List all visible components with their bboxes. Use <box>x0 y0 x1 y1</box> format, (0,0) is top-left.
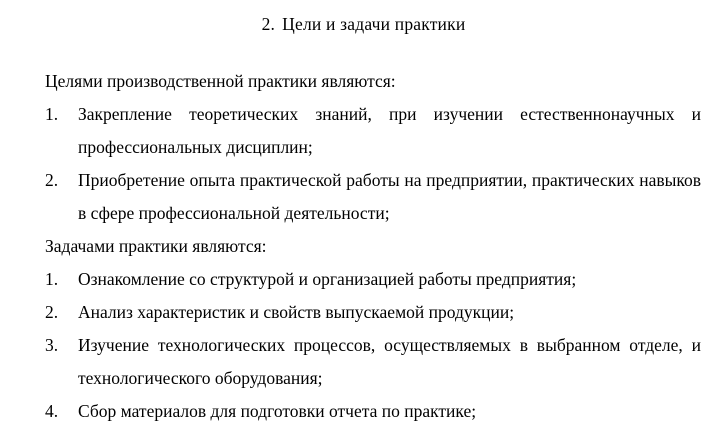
page-title <box>12 12 715 37</box>
list-item-text: Изучение технологических процессов, осуществляемых в выбранном отделе, и технологического оборудования; <box>78 334 701 388</box>
list-item-marker: 1. <box>45 103 59 124</box>
list-item <box>45 395 701 428</box>
list-item-marker: 3. <box>45 334 59 355</box>
goals-list <box>45 98 701 230</box>
list-item-marker: 4. <box>45 400 59 421</box>
list-item <box>45 164 701 230</box>
document-body <box>12 65 715 428</box>
list-item <box>45 263 701 296</box>
intro-goals-paragraph: Целями производственной практики являются: <box>45 70 396 91</box>
list-item-marker: 2. <box>45 301 59 322</box>
list-item-text: Ознакомление со структурой и организацией работы предприятия; <box>78 268 577 289</box>
list-item <box>45 329 701 395</box>
list-item-text: Сбор материалов для подготовки отчета по практике; <box>78 400 477 421</box>
tasks-list <box>45 263 701 428</box>
list-item-marker: 2. <box>45 169 59 190</box>
page-title-number: 2. <box>261 14 276 34</box>
intro-tasks-paragraph: Задачами практики являются: <box>45 235 267 256</box>
list-item-text: Закрепление теоретических знаний, при изучении естественнонаучных и профессиональных дисциплин; <box>78 103 701 157</box>
list-item <box>45 98 701 164</box>
list-item-text: Приобретение опыта практической работы на предприятии, практических навыков в сфере профессиональной деятельности; <box>78 169 701 223</box>
page-title-text: Цели и задачи практики <box>282 14 466 34</box>
list-item-marker: 1. <box>45 268 59 289</box>
list-item-text: Анализ характеристик и свойств выпускаемой продукции; <box>78 301 515 322</box>
list-item <box>45 296 701 329</box>
